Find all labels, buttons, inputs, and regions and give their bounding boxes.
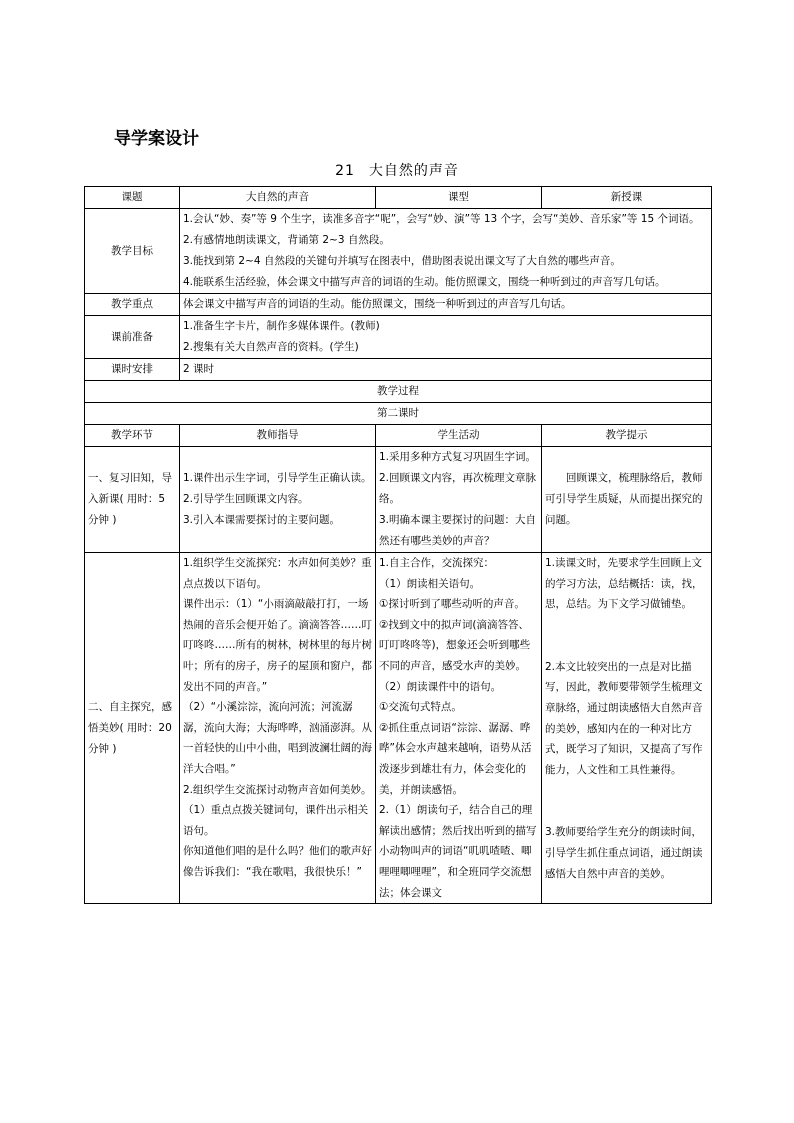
header-tips: 教学提示: [542, 425, 712, 447]
lesson-plan-table: [84, 186, 712, 904]
spacer: [545, 615, 708, 657]
step1-teacher-item: 3.引入本课需要探讨的主要问题。: [183, 514, 341, 526]
step2-tip-item: 1.读课文时，先要求学生回顾上文的学习方法，总结概括：读，找，思，总结。为下文学习做铺垫。: [545, 557, 703, 611]
preparation-label: 课前准备: [85, 316, 180, 359]
column-header-row: [85, 425, 712, 447]
preparation-item: 2.搜集有关大自然声音的资料。(学生): [183, 341, 359, 353]
header-student: 学生活动: [376, 425, 542, 447]
preparation-content: [180, 316, 712, 359]
step2-name: 二、自主探究，感悟美妙( 用时：20 分钟 ): [85, 553, 180, 904]
lesson-number: 21: [335, 163, 355, 179]
type-label: 课型: [376, 187, 542, 209]
step2-student-item: （1）朗读相关语句。: [379, 577, 481, 590]
step2-student-item: ①交流句式特点。: [379, 701, 462, 714]
step2-student-item: ②抓住重点词语“淙淙、潺潺、哗哗”体会水声越来越响，语势从活泼逐步到雄壮有力，体会变化的美，并朗读感悟。: [379, 721, 532, 796]
objectives-content: [180, 209, 712, 294]
step1-teacher-item: 1.课件出示生字词，引导学生正确认读。: [183, 472, 372, 484]
step1-student-item: 1.采用多种方式复习巩固生字词。: [379, 451, 537, 463]
header-teacher: 教师指导: [180, 425, 376, 447]
key-point-row: [85, 294, 712, 316]
topic-label: 课题: [85, 187, 180, 209]
objective-item: 3.能找到第 2~4 自然段的关键句并填写在图表中，借助图表说出课文写了大自然的哪些声音。: [183, 255, 621, 267]
step2-teacher: [180, 553, 376, 904]
schedule-label: 课时安排: [85, 359, 180, 381]
header-step: 教学环节: [85, 425, 180, 447]
spacer: [545, 780, 708, 822]
key-point-label: 教学重点: [85, 294, 180, 316]
preparation-row: [85, 316, 712, 359]
step2-student-item: ②找到文中的拟声词(滴滴答答、叮叮咚咚等)，想象还会听到哪些不同的声音，感受水声的美妙。: [379, 618, 531, 672]
topic-row: [85, 187, 712, 209]
page-heading: 导学案设计: [114, 129, 199, 149]
step2-teacher-item: 2.组织学生交流探讨动物声音如何美妙。: [183, 783, 372, 796]
schedule-value: 2 课时: [180, 359, 712, 381]
schedule-row: [85, 359, 712, 381]
step2-teacher-item: （2）“小溪淙淙，流向河流；河流潺潺，流向大海；大海哗哗，汹涌澎湃。从一首轻快的山中小曲，唱到波澜壮阔的海洋大合唱。”: [183, 701, 372, 775]
step2-student-item: 1.自主合作，交流探究：: [379, 557, 495, 569]
step1-row: [85, 447, 712, 553]
process-title: 教学过程: [85, 381, 712, 403]
preparation-item: 1.准备生字卡片，制作多媒体课件。(教师): [183, 320, 380, 332]
step2-tips: [542, 553, 712, 904]
objectives-row: [85, 209, 712, 294]
period-title-row: [85, 403, 712, 425]
step1-student: [376, 447, 542, 553]
type-value: 新授课: [542, 187, 712, 209]
step2-student-item: （2）朗读课件中的语句。: [379, 680, 502, 693]
step2-row: [85, 553, 712, 904]
step1-name: 一、复习旧知，导入新课( 用时：5 分钟 ): [85, 447, 180, 553]
topic-value: 大自然的声音: [180, 187, 376, 209]
step1-teacher: [180, 447, 376, 553]
step1-tips: 回顾课文，梳理脉络后，教师可引导学生质疑，从而提出探究的问题。: [542, 447, 712, 553]
step2-teacher-item: 课件出示：（1）“小雨滴敲敲打打，一场热闹的音乐会便开始了。滴滴答答……叮叮咚咚……所有的树林，树林里的每片树叶；所有的房子，房子的屋顶和窗户，都发出不同的声音。”: [183, 598, 372, 693]
objective-item: 2.有感情地朗读课文，背诵第 2~3 自然段。: [183, 234, 390, 246]
step2-tip-item: 2.本文比较突出的一点是对比描写，因此，教师要带领学生梳理文章脉络，通过朗读感悟大自然声音的美妙，感知内在的一种对比方式，既学习了知识，又提高了写作能力，人文性和工具性兼得。: [545, 660, 703, 776]
step1-teacher-item: 2.引导学生回顾课文内容。: [183, 493, 309, 505]
step2-tip-item: 3.教师要给学生充分的朗读时间，引导学生抓住重点词语，通过朗读感悟大自然中声音的美妙。: [545, 826, 703, 880]
step2-student-item: 2.（1）朗读句子，结合自己的理解读出感情；然后找出听到的描写小动物叫声的词语“叽叽喳喳、唧哩哩唧哩哩”，和全班同学交流想法；体会课文: [379, 804, 537, 899]
objectives-label: 教学目标: [85, 209, 180, 294]
objective-item: 1.会认“妙、奏”等 9 个生字，读准多音字“呢”，会写“妙、演”等 13 个字，会写“美妙、音乐家”等 15 个词语。: [183, 213, 700, 225]
objective-item: 4.能联系生活经验，体会课文中描写声音的词语的生动。能仿照课文，围绕一种听到过的声音写几句话。: [183, 276, 666, 288]
step2-student: [376, 553, 542, 904]
key-point-value: 体会课文中描写声音的词语的生动。能仿照课文，围绕一种听到过的声音写几句话。: [180, 294, 712, 316]
step2-teacher-item: 你知道他们唱的是什么吗？他们的歌声好像告诉我们：“我在歌唱，我很快乐！”: [183, 845, 372, 878]
step1-student-item: 3.明确本课主要探讨的问题：大自然还有哪些美妙的声音？: [379, 514, 537, 547]
step2-teacher-item: 1.组织学生交流探究：水声如何美妙？重点点拨以下语句。: [183, 557, 372, 590]
lesson-name: 大自然的声音: [368, 163, 459, 179]
step2-teacher-item: （1）重点点拨关键词句，课件出示相关语句。: [183, 804, 369, 837]
lesson-title: [0, 160, 794, 180]
step2-student-item: ①探讨听到了哪些动听的声音。: [379, 598, 525, 611]
process-title-row: [85, 381, 712, 403]
period-title: 第二课时: [85, 403, 712, 425]
step1-student-item: 2.回顾课文内容，再次梳理文章脉络。: [379, 472, 537, 505]
